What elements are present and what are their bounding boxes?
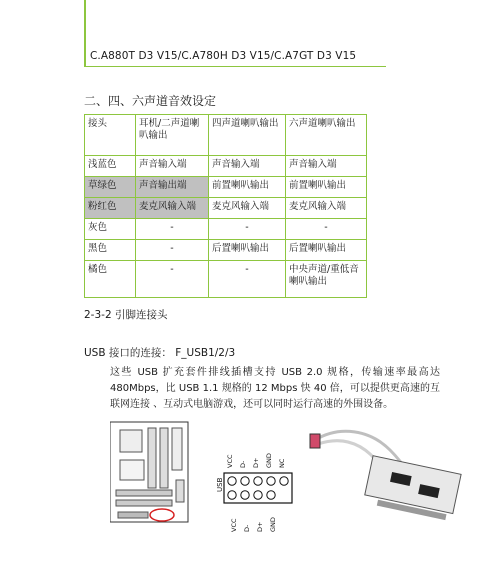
pin-label: D+ bbox=[256, 521, 264, 532]
table-cell: - bbox=[136, 240, 209, 261]
table-cell: - bbox=[136, 219, 209, 240]
pin-label: VCC bbox=[230, 518, 238, 532]
pin-label: VCC bbox=[226, 454, 234, 468]
table-row bbox=[85, 198, 367, 219]
table-cell: 麦克风输入端 bbox=[286, 198, 367, 219]
header-cell: 耳机/二声道喇叭输出 bbox=[136, 115, 209, 156]
usb-heading: USB 接口的连接： F_USB1/2/3 bbox=[84, 347, 236, 359]
table-cell: 后置喇叭输出 bbox=[286, 240, 367, 261]
usb-pin-header bbox=[216, 453, 292, 532]
table-row bbox=[85, 156, 367, 177]
table-cell: 声音输入端 bbox=[136, 156, 209, 177]
table-cell: 声音输入端 bbox=[209, 156, 286, 177]
table-row bbox=[85, 177, 367, 198]
pin-label: D+ bbox=[252, 457, 260, 468]
header-cell: 四声道喇叭输出 bbox=[209, 115, 286, 156]
table-cell: 黑色 bbox=[85, 240, 136, 261]
table-cell: - bbox=[209, 219, 286, 240]
table-cell: 灰色 bbox=[85, 219, 136, 240]
table-cell: 声音输出端 bbox=[136, 177, 209, 198]
table-cell: 草绿色 bbox=[85, 177, 136, 198]
model-line: C.A880T D3 V15/C.A780H D3 V15/C.A7GT D3 V15 bbox=[90, 50, 357, 62]
table-cell: 麦克风输入端 bbox=[209, 198, 286, 219]
green-horizontal-rule bbox=[84, 66, 386, 67]
table-cell: 麦克风输入端 bbox=[136, 198, 209, 219]
table-cell: 中央声道/重低音喇叭输出 bbox=[286, 261, 367, 298]
table-cell: 前置喇叭输出 bbox=[209, 177, 286, 198]
table-row bbox=[85, 261, 367, 298]
audio-channel-table bbox=[84, 114, 367, 298]
subsection-title: 2-3-2 引脚连接头 bbox=[84, 309, 168, 321]
table-cell: - bbox=[136, 261, 209, 298]
table-cell: - bbox=[209, 261, 286, 298]
pin-label: NC bbox=[278, 458, 286, 468]
pin-label: GND bbox=[269, 517, 277, 532]
table-row bbox=[85, 219, 367, 240]
table-cell: 粉红色 bbox=[85, 198, 136, 219]
table-cell: 橘色 bbox=[85, 261, 136, 298]
motherboard-diagram bbox=[110, 422, 188, 522]
table-header-row bbox=[85, 115, 367, 156]
table-row bbox=[85, 240, 367, 261]
header-cell: 接头 bbox=[85, 115, 136, 156]
usb-description: 这些 USB 扩充套件排线插槽支持 USB 2.0 规格，传输速率最高达 480Mbps，比 USB 1.1 规格的 12 Mbps 快 40 倍，可以提供更高速的互联网连接 、互动式电脑游戏，还可以同时运行高速的外围设备。 bbox=[110, 367, 440, 410]
header-cell: 六声道喇叭输出 bbox=[286, 115, 367, 156]
table-cell: 前置喇叭输出 bbox=[286, 177, 367, 198]
pin-label: GND bbox=[265, 453, 273, 468]
usb-bracket-illustration bbox=[310, 431, 461, 520]
table-cell: 浅蓝色 bbox=[85, 156, 136, 177]
table-cell: - bbox=[286, 219, 367, 240]
pin-label: D- bbox=[243, 524, 251, 532]
table-cell: 声音输入端 bbox=[286, 156, 367, 177]
pin-label: D- bbox=[239, 460, 247, 468]
section-title: 二、四、六声道音效设定 bbox=[84, 94, 217, 108]
table-cell: 后置喇叭输出 bbox=[209, 240, 286, 261]
usb-figure bbox=[110, 420, 470, 560]
pin-header-label: USB bbox=[216, 477, 224, 492]
green-vertical-rule bbox=[84, 0, 86, 66]
